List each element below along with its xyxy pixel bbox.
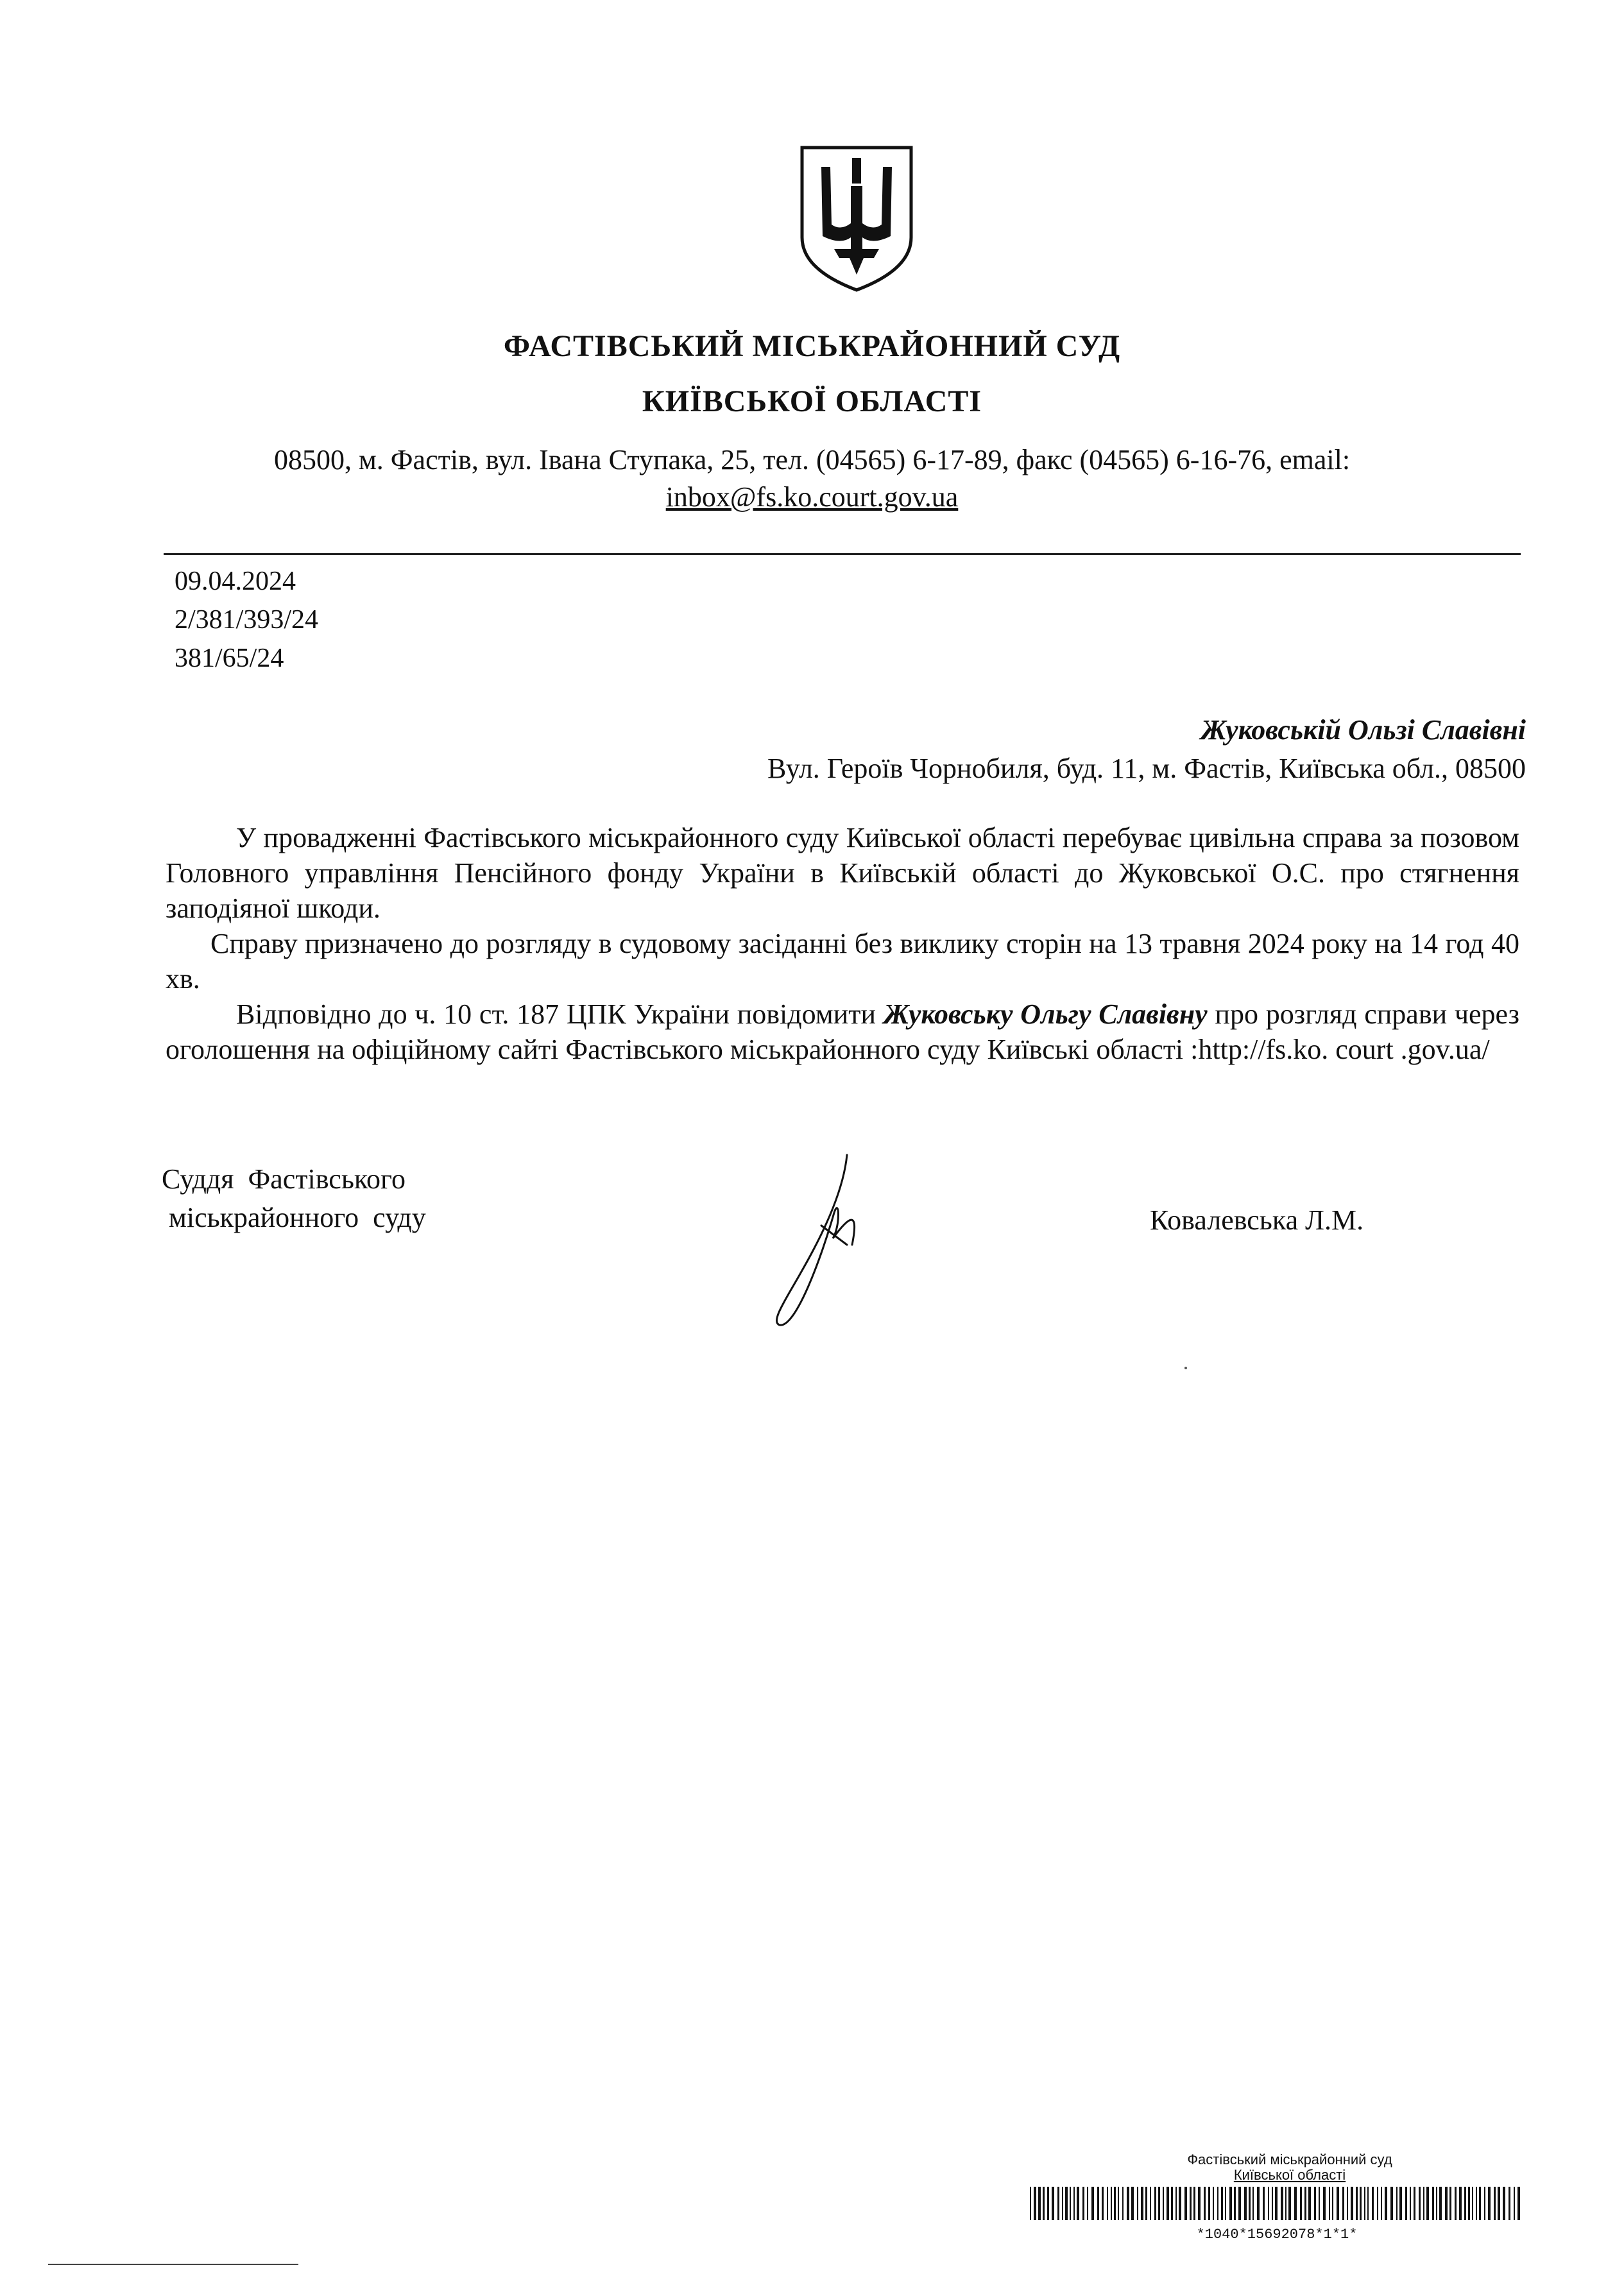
barcode-bar xyxy=(1399,2187,1402,2220)
stamp-court-line1: Фастівський міськрайонний суд xyxy=(1187,2151,1392,2167)
barcode-bar xyxy=(1503,2187,1505,2220)
judge-name: Ковалевська Л.М. xyxy=(1150,1204,1364,1236)
barcode-bar xyxy=(1118,2187,1119,2220)
judge-title-line2: міськрайонного суду xyxy=(162,1202,426,1233)
barcode-bar xyxy=(1396,2187,1397,2220)
barcode-bar xyxy=(1414,2187,1415,2220)
barcode-bar xyxy=(1082,2187,1084,2220)
barcode-bar xyxy=(1285,2187,1286,2220)
header-divider xyxy=(164,553,1521,555)
barcode-bar xyxy=(1225,2187,1226,2220)
barcode-bar xyxy=(1514,2187,1515,2220)
body-paragraph-3-end: про розгляд справи через оголошення на офіційному сайті Фастівського міськрайонного суду Київські області :http://fs.ko. court .gov.ua/ xyxy=(166,998,1520,1065)
barcode-bar xyxy=(1208,2187,1210,2220)
handwritten-signature-icon xyxy=(751,1149,879,1328)
barcode-bar xyxy=(1337,2187,1339,2220)
barcode-bar xyxy=(1249,2187,1251,2220)
court-address-line: 08500, м. Фастів, вул. Івана Ступака, 25, тел. (04565) 6-17-89, факс (04565) 6-16-76, email: xyxy=(273,444,1351,475)
document-references xyxy=(175,562,318,678)
barcode-bar xyxy=(1229,2187,1232,2220)
barcode-bar xyxy=(1190,2187,1192,2220)
barcode-bar xyxy=(1122,2187,1124,2220)
barcode-bar xyxy=(1131,2187,1134,2220)
barcode-bar xyxy=(1244,2187,1247,2220)
scan-speck xyxy=(1184,1367,1187,1369)
body-paragraph-3 xyxy=(166,996,1519,1067)
barcode-bar xyxy=(1381,2187,1382,2220)
barcode-bar xyxy=(1410,2187,1411,2220)
barcode-bar xyxy=(1073,2187,1075,2220)
barcode-bar xyxy=(1175,2187,1177,2220)
barcode-bar xyxy=(1304,2187,1306,2220)
barcode-bar xyxy=(1167,2187,1169,2220)
barcode-bar xyxy=(1445,2187,1448,2220)
barcode-bar xyxy=(1179,2187,1181,2220)
barcode-bar xyxy=(1517,2187,1520,2220)
case-number: 381/65/24 xyxy=(175,644,284,673)
barcode-bar xyxy=(1385,2187,1387,2220)
barcode-bar xyxy=(1275,2187,1278,2220)
barcode-bar xyxy=(1102,2187,1104,2220)
barcode-bar xyxy=(1288,2187,1291,2220)
barcode-bar xyxy=(1268,2187,1269,2220)
barcode-bar xyxy=(1127,2187,1129,2220)
barcode-bar xyxy=(1038,2187,1041,2220)
barcode-bar xyxy=(1484,2187,1485,2220)
barcode-bar xyxy=(1107,2187,1108,2220)
registration-stamp xyxy=(1046,2152,1534,2183)
body-paragraph-3-start: Відповідно до ч. 10 ст. 187 ЦПК України повідомити xyxy=(236,998,884,1030)
barcode-bar xyxy=(1509,2187,1510,2220)
barcode-bar xyxy=(1043,2187,1045,2220)
bottom-scan-line xyxy=(48,2264,298,2265)
body-paragraph-2: Справу призначено до розгляду в судовому засіданні без виклику сторін на 13 травня 2024 року на 14 год 40 хв. xyxy=(166,928,1519,995)
court-name-line1: ФАСТІВСЬКИЙ МІСЬКРАЙОННИЙ СУД xyxy=(503,329,1121,363)
barcode-bar xyxy=(1281,2187,1283,2220)
barcode-bar xyxy=(1047,2187,1049,2220)
stamp-court-line2: Київської області xyxy=(1233,2167,1346,2183)
barcode-bar xyxy=(1193,2187,1195,2220)
barcode-bar xyxy=(1308,2187,1311,2220)
barcode-bar xyxy=(1163,2187,1164,2220)
barcode-bar xyxy=(1062,2187,1063,2220)
barcode-bar xyxy=(1479,2187,1481,2220)
barcode-bar xyxy=(1070,2187,1071,2220)
barcode-bar xyxy=(1476,2187,1477,2220)
barcode-bar xyxy=(1294,2187,1297,2220)
barcode-bar xyxy=(1158,2187,1160,2220)
barcode-bar xyxy=(1087,2187,1088,2220)
barcode-bar xyxy=(1257,2187,1260,2220)
barcode-bar xyxy=(1065,2187,1068,2220)
barcode-bar xyxy=(1300,2187,1302,2220)
barcode-bar xyxy=(1342,2187,1344,2220)
outgoing-number: 2/381/393/24 xyxy=(175,605,319,635)
barcode-bar xyxy=(1234,2187,1236,2220)
barcode-bar xyxy=(1198,2187,1201,2220)
document-date: 09.04.2024 xyxy=(175,567,296,596)
barcode-icon xyxy=(1030,2187,1524,2220)
barcode-bar xyxy=(1419,2187,1421,2220)
barcode-bar xyxy=(1272,2187,1273,2220)
barcode-bar xyxy=(1498,2187,1500,2220)
judge-title xyxy=(162,1160,426,1237)
court-email-link[interactable]: inbox@fs.ko.court.gov.ua xyxy=(665,481,959,513)
barcode-bar xyxy=(1319,2187,1320,2220)
barcode-number: *1040*15692078*1*1* xyxy=(1196,2227,1358,2243)
barcode-bar xyxy=(1145,2187,1147,2220)
barcode-bar xyxy=(1364,2187,1365,2220)
barcode-bar xyxy=(1217,2187,1218,2220)
letter-body xyxy=(166,820,1519,1067)
addressee-block xyxy=(767,711,1526,788)
barcode-bar xyxy=(1150,2187,1151,2220)
barcode-bar xyxy=(1494,2187,1496,2220)
barcode-bar xyxy=(1034,2187,1036,2220)
body-paragraph-1: У провадженні Фастівського міськрайонного суду Київської області перебуває цивільна справа за позовом Головного управління Пенсійного фонду України в Київській області до Жуковської О.С. про стягнення заподіяної шкоди. xyxy=(166,822,1519,924)
barcode-bar xyxy=(1488,2187,1491,2220)
judge-title-line1: Суддя Фастівського xyxy=(162,1163,406,1195)
barcode-bar xyxy=(1367,2187,1369,2220)
barcode-bar xyxy=(1356,2187,1358,2220)
barcode-bar xyxy=(1360,2187,1362,2220)
barcode-bar xyxy=(1057,2187,1059,2220)
court-address xyxy=(0,441,1624,516)
barcode-bar xyxy=(1347,2187,1348,2220)
barcode-bar xyxy=(1171,2187,1173,2220)
barcode-bar xyxy=(1263,2187,1265,2220)
court-name-line2: КИЇВСЬКОЇ ОБЛАСТІ xyxy=(642,384,982,418)
barcode-bar xyxy=(1030,2187,1031,2220)
barcode-bar xyxy=(1091,2187,1094,2220)
barcode-bar xyxy=(1351,2187,1353,2220)
barcode-bar xyxy=(1111,2187,1112,2220)
barcode-bar xyxy=(1213,2187,1214,2220)
barcode-bar xyxy=(1332,2187,1333,2220)
barcode-bar xyxy=(1405,2187,1407,2220)
notified-person-name: Жуковську Ольгу Славівну xyxy=(883,998,1208,1030)
barcode-bar xyxy=(1426,2187,1429,2220)
barcode-bar xyxy=(1377,2187,1378,2220)
barcode-bar xyxy=(1221,2187,1223,2220)
barcode-bar xyxy=(1252,2187,1254,2220)
barcode-bar xyxy=(1329,2187,1330,2220)
barcode-bar xyxy=(1141,2187,1143,2220)
barcode-bar xyxy=(1204,2187,1206,2220)
barcode-bar xyxy=(1436,2187,1437,2220)
barcode-bar xyxy=(1137,2187,1138,2220)
barcode-bar xyxy=(1423,2187,1424,2220)
addressee-address: Вул. Героїв Чорнобиля, буд. 11, м. Фастів, Київська обл., 08500 xyxy=(767,753,1526,784)
barcode-bar xyxy=(1314,2187,1316,2220)
barcode-bar xyxy=(1052,2187,1054,2220)
barcode-bar xyxy=(1372,2187,1374,2220)
addressee-name: Жуковській Ользі Славівні xyxy=(1201,714,1526,746)
barcode-bar xyxy=(1449,2187,1451,2220)
barcode-bar xyxy=(1459,2187,1462,2220)
barcode-bar xyxy=(1464,2187,1466,2220)
barcode-bar xyxy=(1432,2187,1434,2220)
barcode-bar xyxy=(1184,2187,1187,2220)
barcode-bar xyxy=(1455,2187,1457,2220)
barcode-bar xyxy=(1439,2187,1442,2220)
barcode-bar xyxy=(1114,2187,1116,2220)
barcode-bar xyxy=(1468,2187,1470,2220)
barcode-bar xyxy=(1154,2187,1156,2220)
barcode-bar xyxy=(1097,2187,1099,2220)
barcode-bar xyxy=(1323,2187,1326,2220)
barcode-bar xyxy=(1390,2187,1393,2220)
barcode-bar xyxy=(1472,2187,1473,2220)
ukraine-trident-coat-of-arms-icon xyxy=(796,141,918,295)
barcode-bar xyxy=(1077,2187,1079,2220)
barcode-bar xyxy=(1238,2187,1241,2220)
